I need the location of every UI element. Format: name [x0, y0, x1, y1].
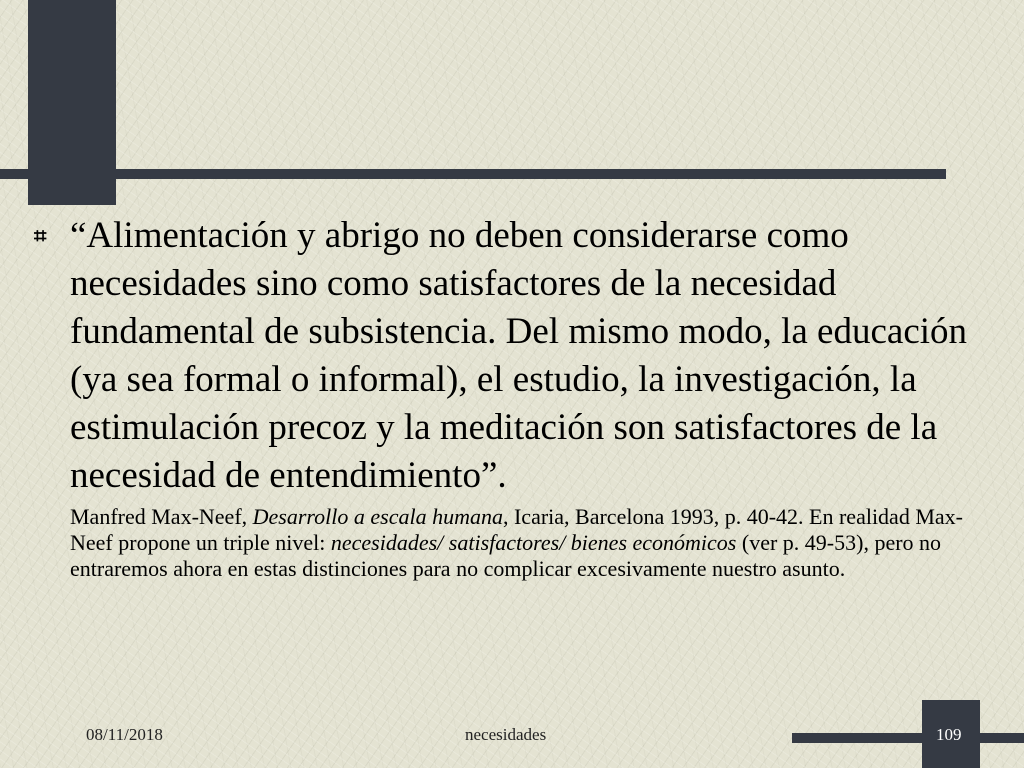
- decorative-bottom-rule: [792, 733, 1024, 743]
- citation-remark: (ver p. 49-53), pero no entraremos ahora en estas distinciones para no complicar excesivamente nuestro asunto.: [70, 530, 942, 581]
- quote-text: “Alimentación y abrigo no deben considerarse como necesidades sino como satisfactores de la necesidad fundamental de subsistencia. Del mismo modo, la educación (ya sea formal o informal), el estudio, la investigación, la estimulación precoz y la meditación son satisfactores de la necesidad de entendimiento”.: [70, 215, 968, 496]
- slide-body: [34, 212, 994, 582]
- bullet-icon: ⌗: [34, 224, 47, 249]
- citation-text: [70, 504, 1000, 582]
- citation-levels: necesidades/ satisfactores/ bienes económicos: [330, 530, 737, 555]
- citation-publication: , Icaria, Barcelona 1993, p. 40-42. En realidad Max-Neef propone un triple nivel:: [70, 504, 963, 555]
- footer-date: 08/11/2018: [86, 725, 163, 744]
- citation-author: Manfred Max-Neef,: [70, 504, 253, 529]
- citation-book-title: Desarrollo a escala humana: [252, 504, 503, 529]
- decorative-top-rule: [0, 169, 946, 179]
- footer-title: necesidades: [465, 725, 547, 744]
- page-number: 109: [936, 725, 962, 744]
